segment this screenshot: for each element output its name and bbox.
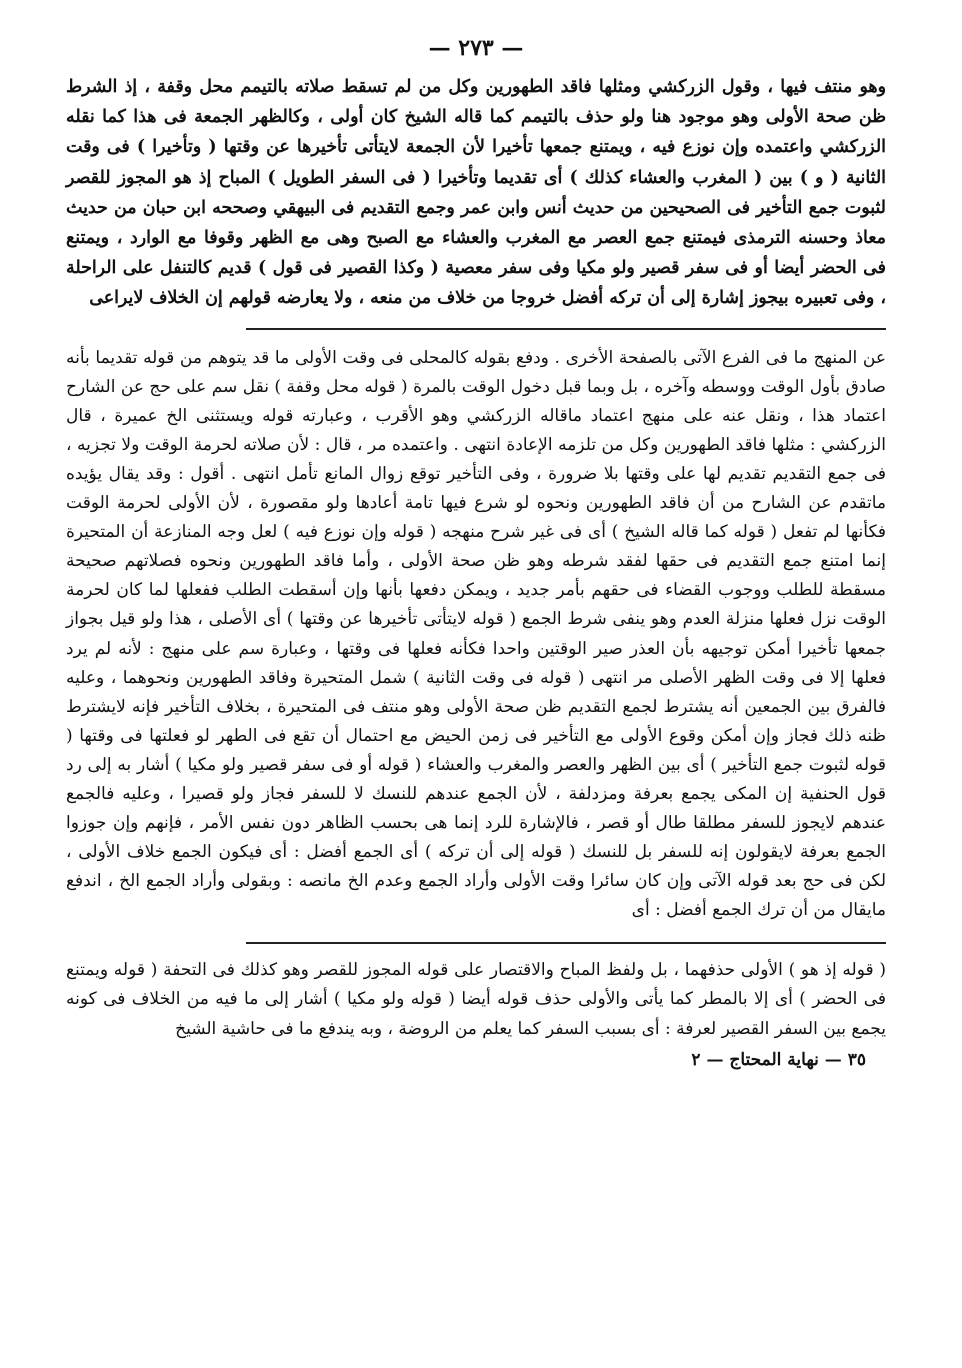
main-text-paragraph: وهو منتف فيها ، وقول الزركشي ومثلها فاقد الطهورين وكل من لم تسقط صلاته بالتيمم محل وقفة ، إذ الشرط ظن صحة الأولى وهو موجود هنا ولو حذف بالتيمم كما قاله الشيخ كان أولى ، وكالظهر الجمعة فى هذا كما نقله الزركشي واعتمده وإن نوزع فيه ، ويمتنع جمعها تأخيرا لأن الجمعة لايتأتى تأخيرها عن وقتها ( وتأخيرا ) فى وقت الثانية ( و ) بين ( المغرب والعشاء كذلك ) أى تقديما وتأخيرا ( فى السفر الطويل ) المباح إذ هو المجوز للقصر لثبوت جمع التأخير فى الصحيحين من حديث أنس وابن عمر وجمع التقديم فى البيهقي وصححه ابن حبان من حديث معاذ وحسنه الترمذى فيمتنع جمع العصر مع المغرب والعشاء مع الصبح وهى مع الظهر وقوفا مع الوارد ، ويمتنع فى الحضر أيضا أو فى سفر قصير ولو مكيا وفى سفر معصية ( وكذا القصير فى قول ) قديم كالتنفل على الراحلة ، وفى تعبيره بيجوز إشارة إلى أن تركه أفضل خروجا من خلاف من منعه ، ولا يعارضه قولهم إن الخلاف لايراعى bbox=[66, 77, 886, 309]
page-number: — ٢٧٣ — bbox=[428, 35, 524, 61]
secondary-commentary-paragraph: ( قوله إذ هو ) الأولى حذفهما ، بل ولفظ المباح والاقتصار على قوله المجوز للقصر وهو كذلك فى التحفة ( قوله ويمتنع فى الحضر ) أى إلا بالمطر كما يأتى والأولى حذف قوله أيضا ( قوله ولو مكيا ) أشار إلى ما فيه من الخلاف فى كونه يجمع بين السفر القصير لعرفة : أى بسبب السفر كما يعلم من الروضة ، وبه يندفع ما فى حاشية الشيخ bbox=[66, 959, 886, 1039]
divider-line bbox=[246, 942, 886, 944]
commentary-block bbox=[66, 344, 886, 926]
footer-signature: ٣٥ — نهاية المحتاج — ٢ bbox=[691, 1050, 866, 1070]
commentary-paragraph: عن المنهج ما فى الفرع الآتى بالصفحة الأخرى . ودفع بقوله كالمحلى فى وقت الأولى ما قد يتوهم من قوله تقديما بأنه صادق بأول الوقت ووسطه وآخره ، بل وبما قبل دخول الوقت بالمرة ( قوله محل وقفة ) نقل سم على حج عن الشارح اعتماد هذا ، ونقل عنه على منهج اعتماد ماقاله الزركشي وهو الأقرب ، وعبارته قوله ويستثنى الخ عميرة ، قال الزركشي : مثلها فاقد الطهورين وكل من تلزمه الإعادة انتهى . واعتمده مر ، قال : لأن صلاته لحرمة الوقت ولا تجزيه ، فى جمع التقديم تقديم لها على وقتها بلا ضرورة ، وفى التأخير توقع زوال المانع تأمل انتهى . أقول : وقد يقال يؤيده ماتقدم عن الشارح من أن فاقد الطهورين ونحوه لو شرع فيها تامة أعادها ولو مقصورة ، لأن الأولى لحرمة الوقت فكأنها لم تفعل ( قوله كما قاله الشيخ ) أى فى غير شرح منهجه ( قوله وإن نوزع فيه ) لعل وجه المنازعة أن المتحيرة إنما امتنع جمع التقديم فى حقها لفقد شرطه وهو ظن صحة الأولى ، وأما فاقد الطهورين ونحوه فصلاتهم صحيحة مسقطة للطلب ووجوب القضاء فى حقهم بأمر جديد ، ويمكن دفعها بأنها وإن أسقطت الطلب ففعلها لما كان لحرمة الوقت نزل فعلها منزلة العدم وهو ينفى شرط الجمع ( قوله لايتأتى تأخيرها عن وقتها ) أى الأصلى ، هذا ولو قيل بجواز جمعها تأخيرا أمكن توجيهه بأن العذر صير الوقتين واحدا فكأنه فعلها فى وقتها ، وعبارة سم على منهج : لأنه لم يرد فعلها إلا فى وقت الظهر الأصلى مر انتهى ( قوله فى وقت الثانية ) شمل المتحيرة وفاقد الطهورين ونحوهما ، وعليه فالفرق بين الجمعين أنه يشترط لجمع التقديم ظن صحة الأولى وهو منتف فى المتحيرة ، بخلاف التأخير فإنه لايشترط ظنه ذلك فجاز وإن أمكن وقوع الأولى مع التأخير فى زمن الحيض مع احتمال أن تقع فى الطهر لو فعلتها فى وقتها ( قوله لثبوت جمع التأخير ) أى بين الظهر والعصر والمغرب والعشاء ( قوله أو فى سفر قصير ولو مكيا ) أشار به إلى رد قول الحنفية إن المكى يجمع بعرفة ومزدلفة ، لأن الجمع عندهم للنسك لا للسفر فجاز ولو قصيرا ، وعليه فالجمع عندهم لايجوز للسفر مطلقا طال أو قصر ، فالإشارة للرد إنما هى بحسب الظاهر دون نفس الأمر ، فإنهم وإن جوزوا الجمع بعرفة لايقولون إنه للسفر بل للنسك ( قوله إلى أن تركه ) أى الجمع أفضل : أى فيكون الجمع خلاف الأولى ، لكن فى حج بعد قوله الآتى وإن كان سائرا وقت الأولى وأراد الجمع وعدم الخ مانصه : وبقولى وأراد الجمع الخ ، اندفع مايقال من أن ترك الجمع أفضل : أى bbox=[66, 347, 887, 921]
secondary-commentary-block bbox=[66, 956, 886, 1045]
main-text-block bbox=[66, 72, 886, 314]
document-page bbox=[66, 28, 886, 1338]
divider-line bbox=[246, 328, 886, 330]
